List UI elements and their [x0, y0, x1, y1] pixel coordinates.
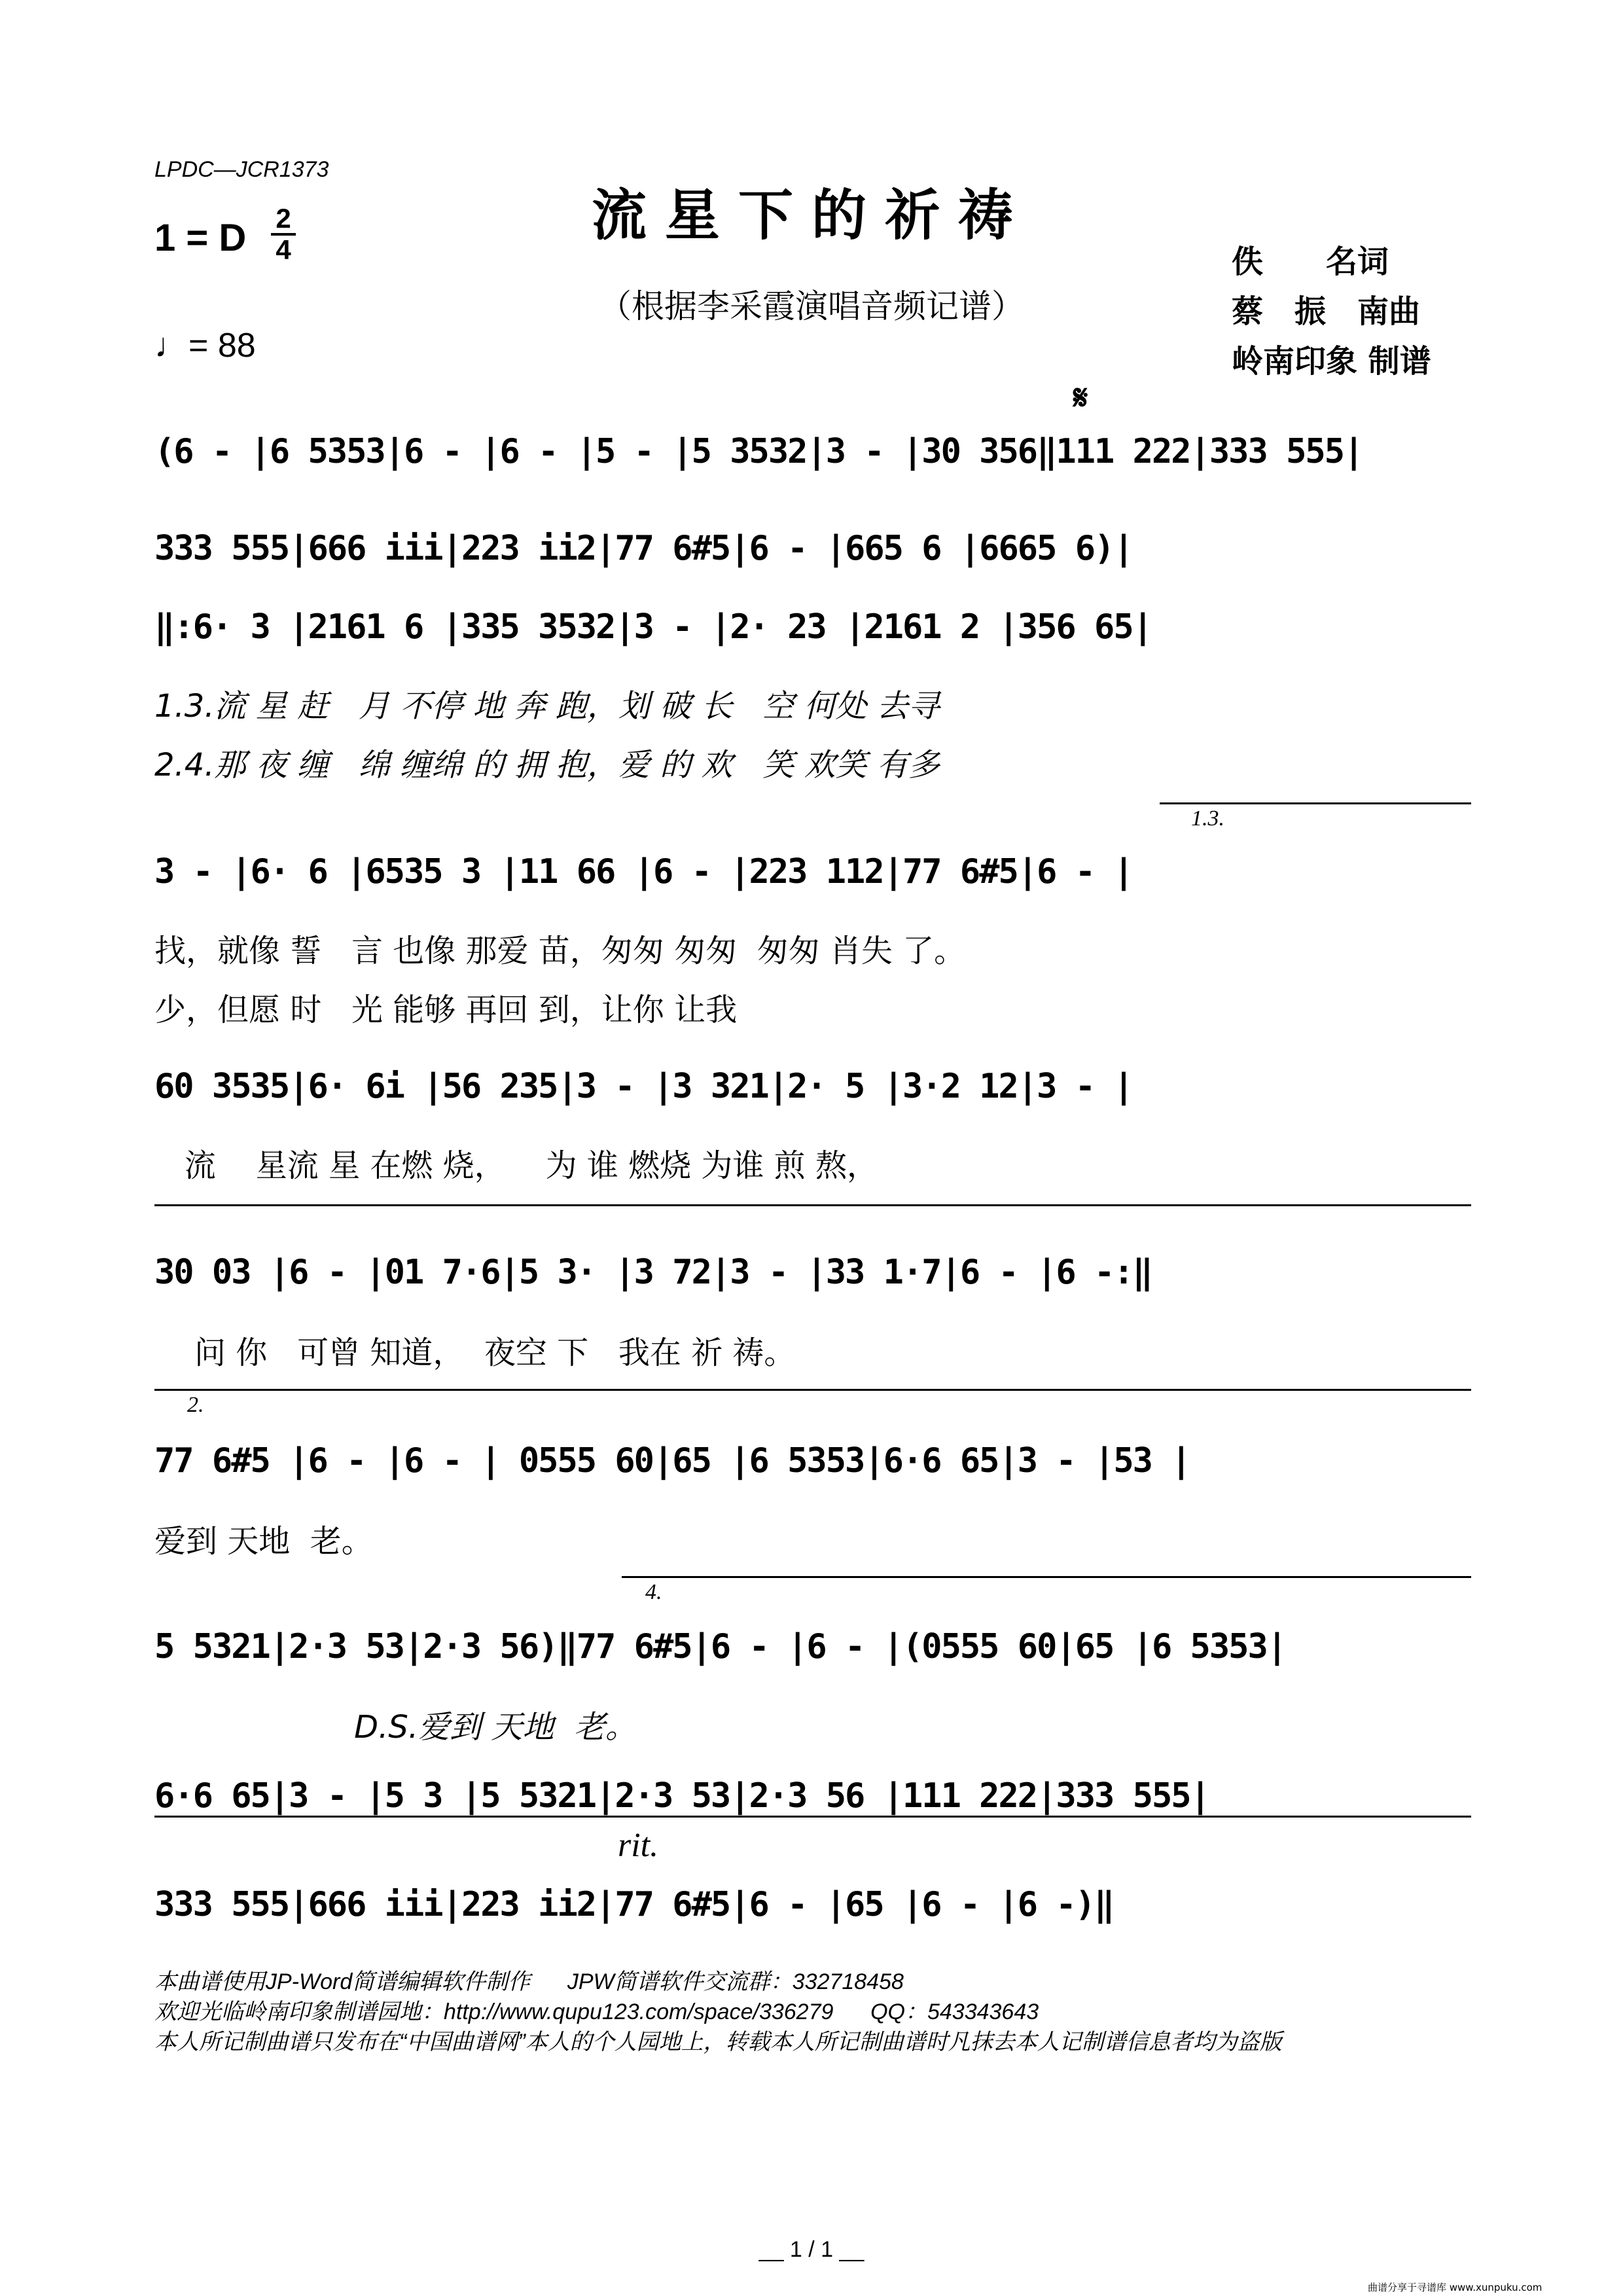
tempo-mark: ♩= 88 [154, 327, 256, 365]
lyric-row-3-verse-13: 1.3.流 星 赶 月 不停 地 奔 跑，划 破 长 空 何处 去寻 [154, 688, 940, 725]
score-row-10: 333 555|666 iii|223 ii2|77 6#5|6 - |65 |6 - |6 -)‖ [154, 1885, 1114, 1924]
footer-copyright: 本人所记制曲谱只发布在“中国曲谱网”本人的个人园地上，转载本人所记制曲谱时凡抹去本人记制谱信息者均为盗版 [154, 2030, 1282, 2054]
time-bottom: 4 [276, 234, 291, 265]
score-row-3: ‖:6· 3 |2161 6 |335 3532|3 - |2· 23 |2161 2 |356 65| [154, 607, 1152, 647]
volta-4-label: 4. [645, 1580, 662, 1604]
lyric-row-8: D.S.爱到 天地 老。 [154, 1709, 637, 1746]
lyric-row-6: 问 你 可曾 知道， 夜空 下 我在 祈 祷。 [154, 1335, 796, 1371]
overline-row-6 [154, 1204, 1471, 1206]
score-row-8: 5 5321|2·3 53|2·3 56)‖77 6#5|6 - |6 - |(0555 60|65 |6 5353| [154, 1627, 1287, 1666]
score-row-2: 333 555|666 iii|223 ii2|77 6#5|6 - |665 6 |6665 6)| [154, 529, 1133, 568]
volta-bracket-2 [154, 1389, 1471, 1391]
volta-13-label: 1.3. [1191, 806, 1224, 831]
footer-software: 本曲谱使用JP-Word简谱编辑软件制作 JPW简谱软件交流群：332718458 [154, 1969, 904, 1994]
overline-rit [154, 1816, 1471, 1818]
score-row-5: 60 3535|6· 6i |56 235|3 - |3 321|2· 5 |3·2 12|3 - | [154, 1067, 1133, 1106]
key-label: 1 = D [154, 217, 247, 259]
volta-bracket-4 [622, 1576, 1471, 1578]
credit-transcriber: 岭南印象 制谱 [1232, 343, 1431, 380]
lyric-row-4-verse-13: 找，就像 誓 言 也像 那爱 苗，匆匆 匆匆 匆匆 肖失 了。 [154, 933, 966, 969]
credit-lyricist: 佚 名词 [1232, 243, 1389, 280]
time-top: 2 [276, 203, 291, 234]
volta-2-label: 2. [187, 1393, 204, 1417]
lyric-row-4-verse-24: 少，但愿 时 光 能够 再回 到，让你 让我 [154, 992, 738, 1028]
lyric-row-3-verse-24: 2.4.那 夜 缠 绵 缠绵 的 拥 抱，爱 的 欢 笑 欢笑 有多 [154, 747, 940, 783]
credit-composer: 蔡 振 南曲 [1232, 293, 1421, 330]
score-row-1: (6 - |6 5353|6 - |6 - |5 - |5 3532|3 - |30 356‖111 222|333 555| [154, 432, 1363, 471]
page-title: 流星下的祈祷 [591, 183, 1031, 247]
segno-sign: 𝄋 [1073, 378, 1088, 418]
score-row-4: 3 - |6· 6 |6535 3 |11 66 |6 - |223 112|77 6#5|6 - | [154, 852, 1133, 891]
page-number: __ 1 / 1 __ [758, 2237, 865, 2262]
lyric-row-5: 流 星流 星 在燃 烧， 为 谁 燃烧 为谁 煎 熬， [154, 1147, 878, 1184]
footer-website: 欢迎光临岭南印象制谱园地：http://www.qupu123.com/space/336279 QQ：543343643 [154, 2000, 1039, 2024]
time-signature [271, 204, 296, 264]
score-row-9: 6·6 65|3 - |5 3 |5 5321|2·3 53|2·3 56 |111 222|333 555| [154, 1776, 1209, 1816]
ritardando-mark: rit. [618, 1827, 659, 1864]
score-code: LPDC—JCR1373 [154, 157, 329, 182]
score-row-6: 30 03 |6 - |01 7·6|5 3· |3 72|3 - |33 1·7|6 - |6 -:‖ [154, 1253, 1152, 1292]
key-signature [154, 203, 291, 265]
volta-bracket-13 [1160, 802, 1471, 804]
subtitle: （根据李采霞演唱音频记谱） [599, 287, 1024, 325]
watermark: 曲谱分享于寻谱库 www.xunpuku.com [1368, 2282, 1543, 2293]
lyric-row-7: 爱到 天地 老。 [154, 1523, 373, 1560]
score-row-7: 77 6#5 |6 - |6 - | 0555 60|65 |6 5353|6·6 65|3 - |53 | [154, 1441, 1190, 1480]
credits [1232, 237, 1431, 386]
